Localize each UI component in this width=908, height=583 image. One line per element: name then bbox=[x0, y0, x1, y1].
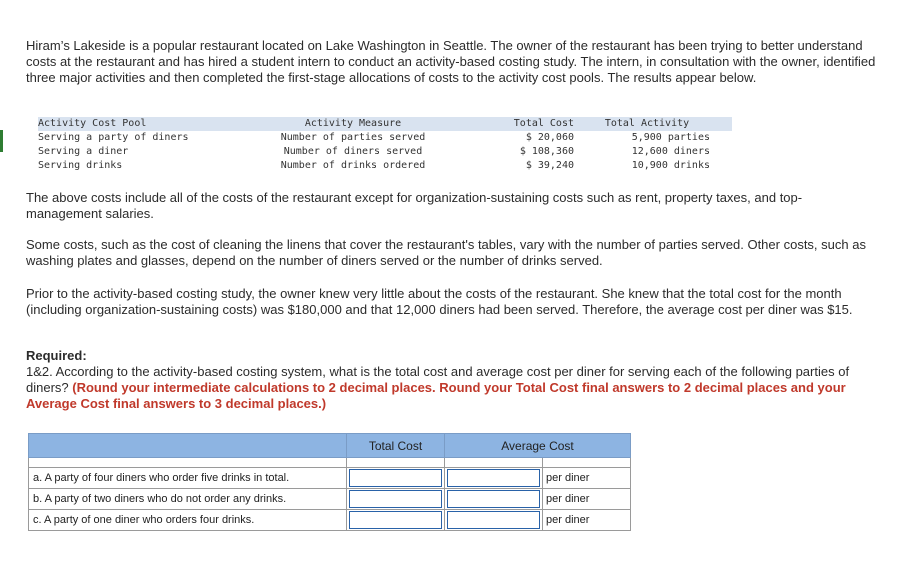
header-total-activity: Total Activity bbox=[604, 118, 690, 129]
intro-paragraph: Hiram’s Lakeside is a popular restaurant located on Lake Washington in Seattle. The owner of the restaurant has been trying to better understand costs at the restaurant and has hired a student intern to conduct an activity-based costing study. The intern, in consultation with the owner, identified three major activities and then completed the first-stage allocations of costs to the activity cost pools. The results appear below. bbox=[26, 38, 876, 85]
party-description: c. A party of one diner who orders four drinks. bbox=[29, 510, 347, 531]
total-cost: $ 108,360 bbox=[519, 146, 574, 157]
answer-header-blank bbox=[29, 434, 347, 458]
spacer-row bbox=[29, 458, 631, 468]
activity-cost-pool-table bbox=[38, 117, 732, 173]
spacer-cell bbox=[445, 458, 543, 468]
table-row bbox=[38, 131, 732, 145]
pool-name: Serving drinks bbox=[38, 160, 123, 171]
total-cost-cell bbox=[347, 468, 445, 489]
total-activity: 12,600 diners bbox=[631, 146, 710, 157]
spacer-cell bbox=[29, 458, 347, 468]
required-section bbox=[26, 348, 876, 412]
total-cost-input-b[interactable] bbox=[349, 490, 442, 508]
answer-row-b bbox=[29, 489, 631, 510]
left-margin-marker bbox=[0, 130, 3, 152]
table-row bbox=[38, 145, 732, 159]
header-total-cost-answer: Total Cost bbox=[347, 434, 445, 458]
total-cost: $ 39,240 bbox=[525, 160, 574, 171]
total-cost-cell bbox=[347, 510, 445, 531]
total-activity: 5,900 parties bbox=[631, 132, 710, 143]
per-diner-unit: per diner bbox=[543, 489, 631, 510]
pool-table-header-row bbox=[38, 117, 732, 131]
required-title: Required: bbox=[26, 348, 87, 363]
average-cost-input-c[interactable] bbox=[447, 511, 540, 529]
cost-note-paragraph: The above costs include all of the costs of the restaurant except for organization-sustaining costs such as rent, property taxes, and top-management salaries. bbox=[26, 190, 803, 221]
header-activity-measure: Activity Measure bbox=[304, 118, 402, 129]
total-cost-input-a[interactable] bbox=[349, 469, 442, 487]
activity-measure: Number of diners served bbox=[283, 146, 423, 157]
total-cost-input-c[interactable] bbox=[349, 511, 442, 529]
header-activity-cost-pool: Activity Cost Pool bbox=[38, 118, 147, 129]
per-diner-unit: per diner bbox=[543, 510, 631, 531]
spacer-cell bbox=[347, 458, 445, 468]
party-description: b. A party of two diners who do not order any drinks. bbox=[29, 489, 347, 510]
required-question: 1&2. According to the activity-based costing system, what is the total cost and average cost per diner for serving each of the following parties of diners? bbox=[26, 364, 850, 395]
pool-name: Serving a party of diners bbox=[38, 132, 189, 143]
total-cost-cell bbox=[347, 489, 445, 510]
header-average-cost-answer: Average Cost bbox=[445, 434, 631, 458]
prior-knowledge-paragraph: Prior to the activity-based costing study, the owner knew very little about the costs of the restaurant. She knew that the total cost for the month (including organization-sustaining costs) was $180,000 and that 12,000 diners had been served. Therefore, the average cost per diner was $15. bbox=[26, 286, 853, 317]
activity-measure: Number of parties served bbox=[280, 132, 426, 143]
average-cost-input-b[interactable] bbox=[447, 490, 540, 508]
spacer-cell bbox=[543, 458, 631, 468]
variable-costs-paragraph: Some costs, such as the cost of cleaning the linens that cover the restaurant's tables, vary with the number of parties served. Other costs, such as washing plates and glasses, depend on the number of diners served or the number of drinks served. bbox=[26, 237, 866, 268]
rounding-instruction: (Round your intermediate calculations to 2 decimal places. Round your Total Cost final answers to 2 decimal places and your Average Cost final answers to 3 decimal places.) bbox=[26, 380, 846, 411]
party-description: a. A party of four diners who order five drinks in total. bbox=[29, 468, 347, 489]
answer-row-c bbox=[29, 510, 631, 531]
average-cost-cell bbox=[445, 510, 543, 531]
total-cost: $ 20,060 bbox=[525, 132, 574, 143]
answer-row-a bbox=[29, 468, 631, 489]
average-cost-cell bbox=[445, 489, 543, 510]
answer-header-row bbox=[29, 434, 631, 458]
total-activity: 10,900 drinks bbox=[631, 160, 710, 171]
average-cost-cell bbox=[445, 468, 543, 489]
per-diner-unit: per diner bbox=[543, 468, 631, 489]
table-row bbox=[38, 159, 732, 173]
header-total-cost: Total Cost bbox=[513, 118, 574, 129]
activity-measure: Number of drinks ordered bbox=[280, 160, 426, 171]
answer-table bbox=[28, 433, 631, 531]
average-cost-input-a[interactable] bbox=[447, 469, 540, 487]
pool-name: Serving a diner bbox=[38, 146, 129, 157]
